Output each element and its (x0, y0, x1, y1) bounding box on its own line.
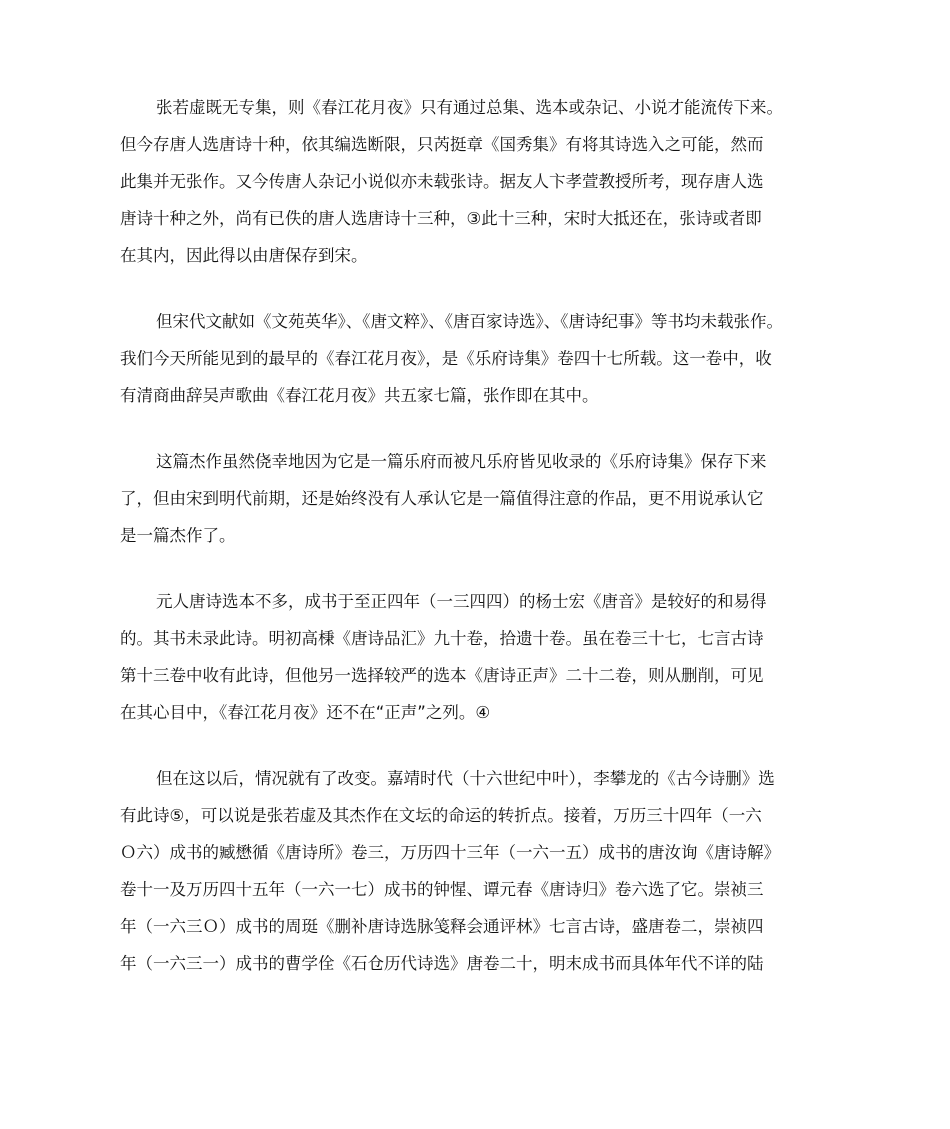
text-line: 有清商曲辞吴声歌曲《春江花月夜》共五家七篇，张作即在其中。 (120, 386, 599, 405)
text-line: 的。其书未录此诗。明初高棅《唐诗品汇》九十卷，拾遗十卷。虽在卷三十七，七言古诗 (120, 629, 764, 648)
text-line: 张若虚既无专集，则《春江花月夜》只有通过总集、选本或杂记、小说才能流传下来。 (156, 98, 783, 117)
document-page (120, 89, 832, 1011)
text-line: 此集并无张作。又今传唐人杂记小说似亦未载张诗。据友人卞孝萱教授所考，现存唐人选 (120, 172, 764, 191)
text-line: 第十三卷中收有此诗，但他另一选择较严的选本《唐诗正声》二十二卷，则从删削，可见 (120, 666, 764, 685)
text-line: 年（一六三Ｏ）成书的周珽《删补唐诗选脉笺释会通评林》七言古诗，盛唐卷二，崇祯四 (120, 917, 764, 936)
text-line: 这篇杰作虽然侥幸地因为它是一篇乐府而被凡乐府皆见收录的《乐府诗集》保存下来 (156, 452, 767, 471)
paragraph-5 (120, 760, 832, 982)
text-line: 卷十一及万历四十五年（一六一七）成书的钟惺、谭元春《唐诗归》卷六选了它。崇祯三 (120, 880, 764, 899)
text-line: 但今存唐人选唐诗十种，依其编选断限，只芮挺章《国秀集》有将其诗选入之可能，然而 (120, 135, 764, 154)
text-line: 唐诗十种之外，尚有已佚的唐人选唐诗十三种，③此十三种，宋时大抵还在，张诗或者即 (120, 209, 762, 228)
text-line: Ｏ六）成书的臧懋循《唐诗所》卷三，万历四十三年（一六一五）成书的唐汝询《唐诗解》 (120, 843, 780, 862)
paragraph-4 (120, 583, 832, 731)
text-line: 年（一六三一）成书的曹学佺《石仓历代诗选》唐卷二十，明末成书而具体年代不详的陆 (120, 954, 764, 973)
text-line: 了，但由宋到明代前期，还是始终没有人承认它是一篇值得注意的作品，更不用说承认它 (120, 489, 764, 508)
text-line: 但在这以后，情况就有了改变。嘉靖时代（十六世纪中叶），李攀龙的《古今诗删》选 (156, 769, 775, 788)
text-line: 我们今天所能见到的最早的《春江花月夜》，是《乐府诗集》卷四十七所载。这一卷中，收 (120, 349, 772, 368)
text-line: 在其内，因此得以由唐保存到宋。 (120, 246, 368, 265)
paragraph-2 (120, 303, 832, 414)
text-line: 元人唐诗选本不多，成书于至正四年（一三四四）的杨士宏《唐音》是较好的和易得 (156, 592, 767, 611)
paragraph-3 (120, 443, 832, 554)
text-line: 但宋代文献如《文苑英华》、《唐文粹》、《唐百家诗选》、《唐诗纪事》等书均未载张作。 (156, 312, 783, 331)
paragraph-1 (120, 89, 832, 274)
text-line: 是一篇杰作了。 (120, 526, 236, 545)
text-line: 有此诗⑤，可以说是张若虚及其杰作在文坛的命运的转折点。接着，万历三十四年（一六 (120, 806, 762, 825)
text-line: 在其心目中，《春江花月夜》还不在“正声”之列。④ (120, 703, 491, 722)
